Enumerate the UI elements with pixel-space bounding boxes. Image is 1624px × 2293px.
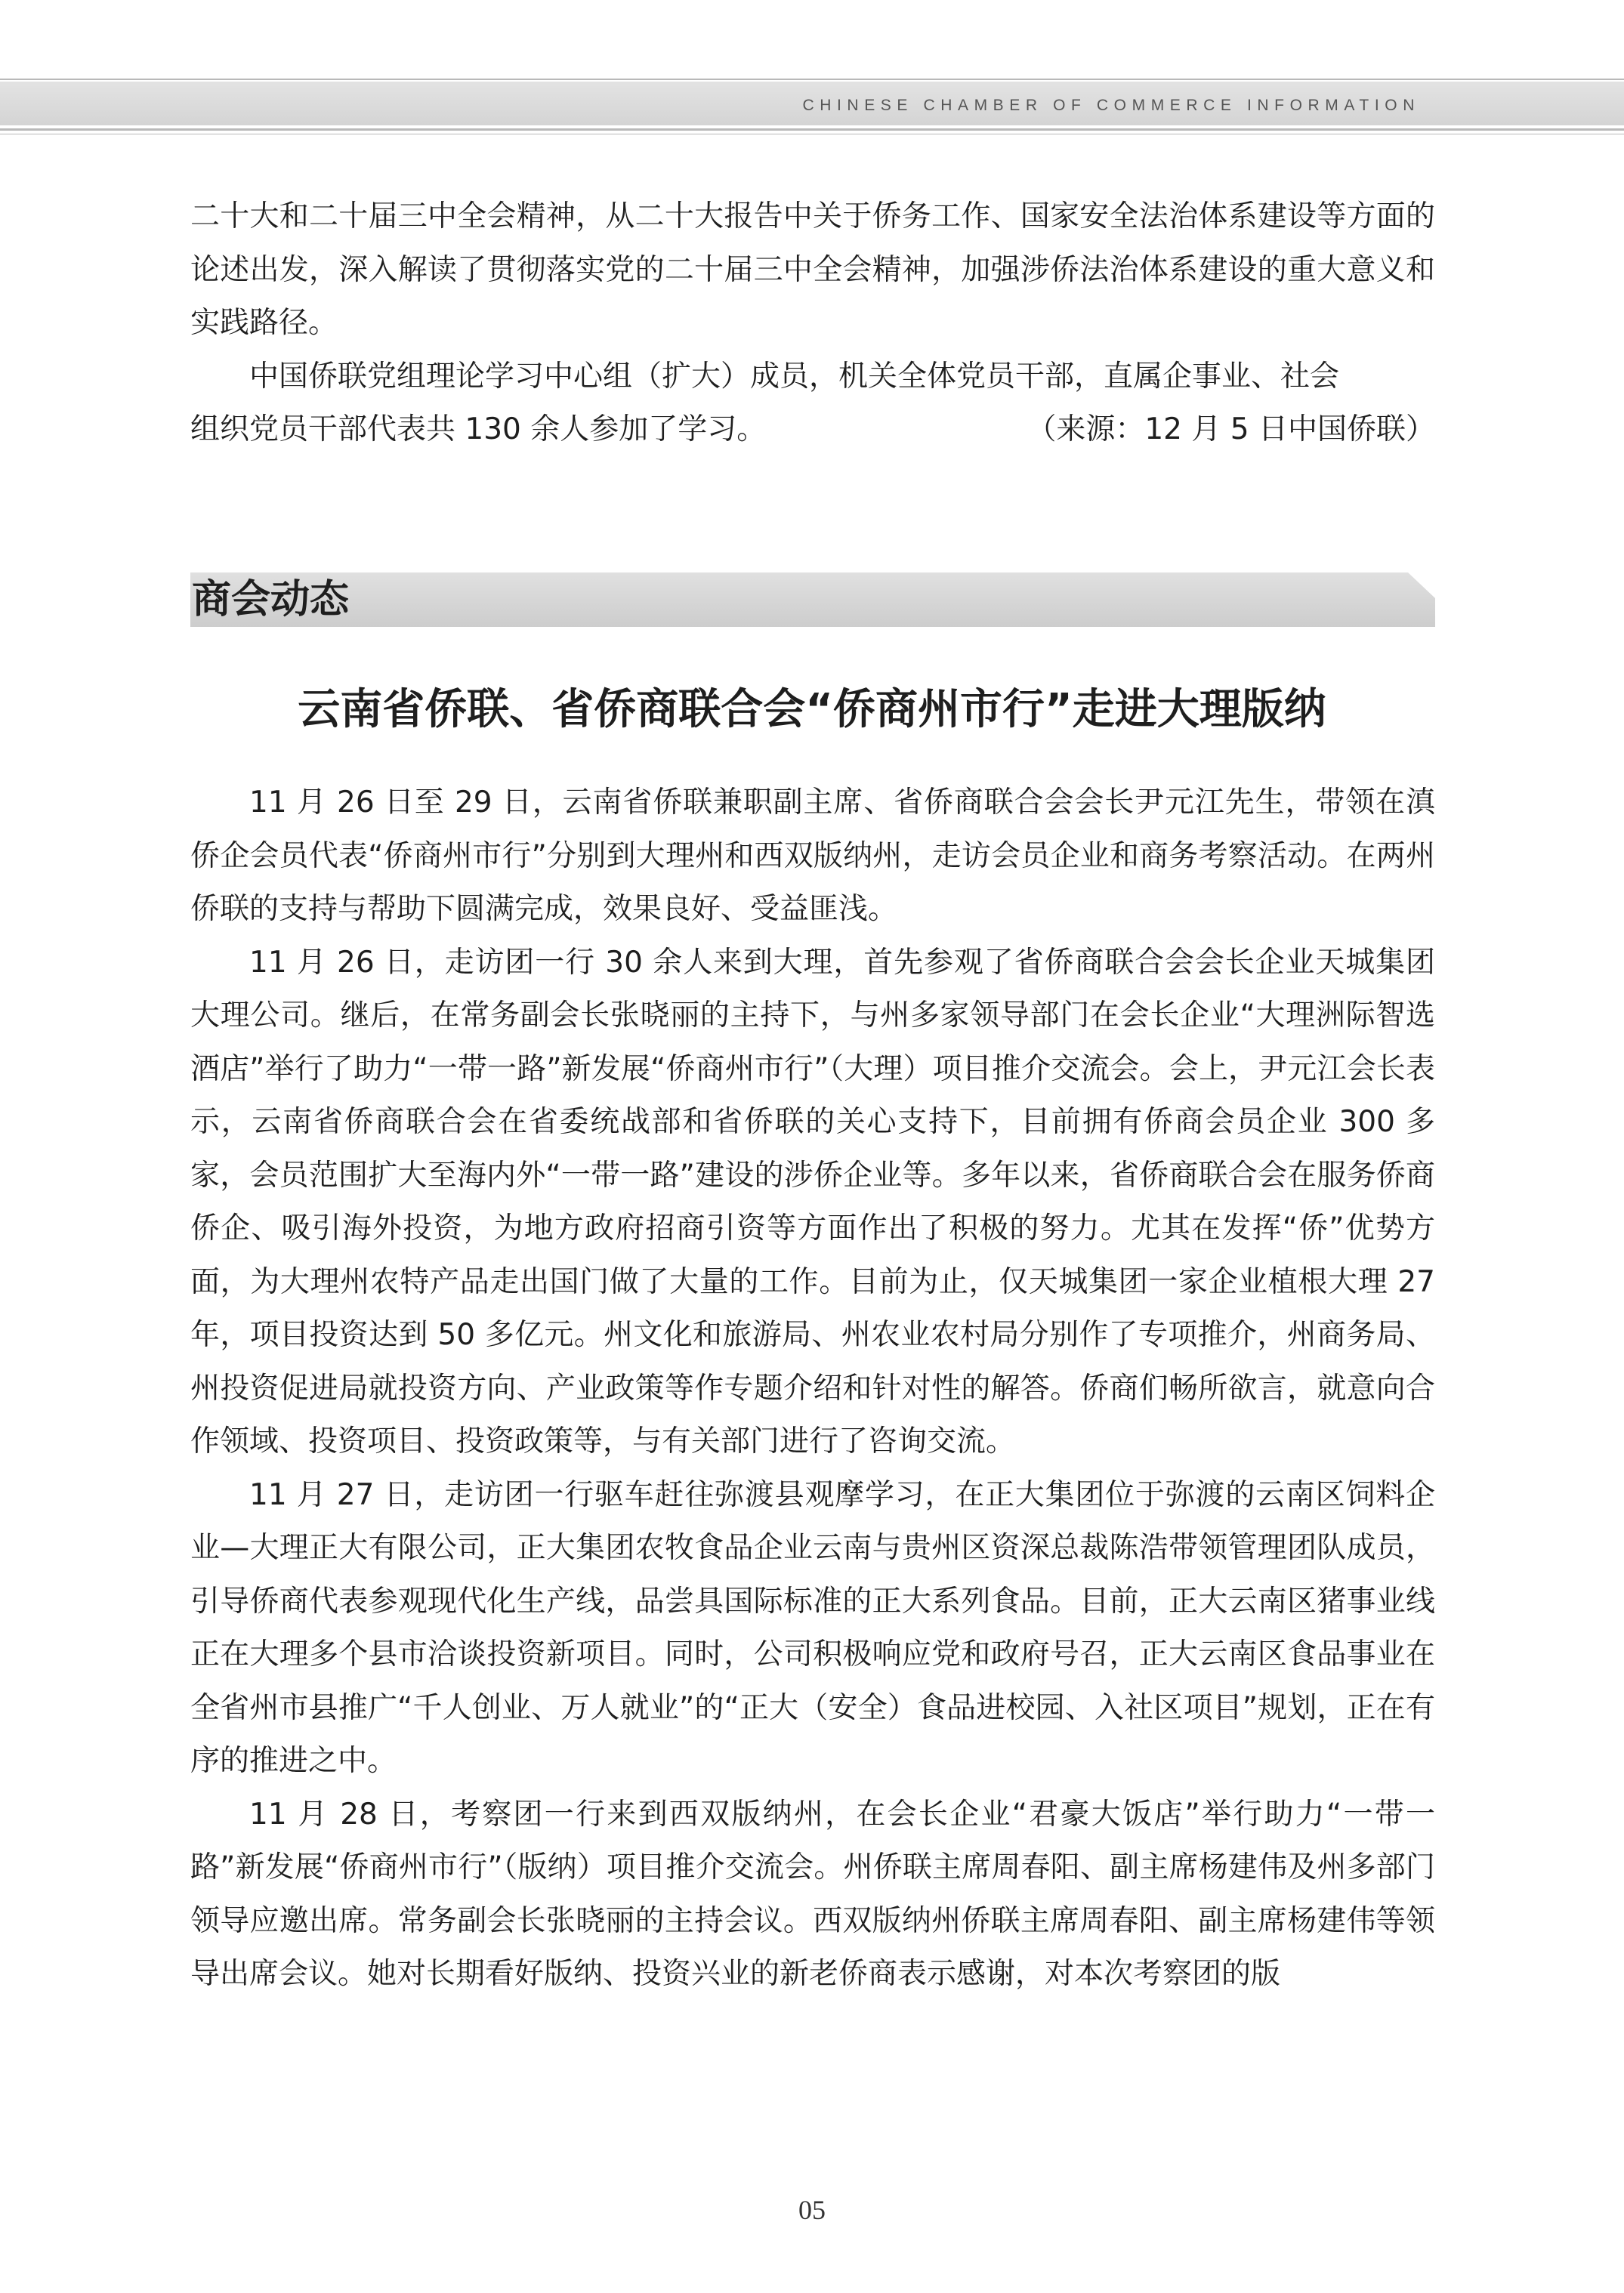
paragraph-text: 组织党员干部代表共 130 余人参加了学习。 [190,412,767,446]
paragraph: 11 月 27 日，走访团一行驱车赶往弥渡县观摩学习，在正大集团位于弥渡的云南区饲料企业—大理正大有限公司，正大集团农牧食品企业云南与贵州区资深总裁陈浩带领管理团队成员，引导侨商代表参观现代化生产线，品尝具国际标准的正大系列食品。目前，正大云南区猪事业线正在大理多个县市洽谈投资新项目。同时，公司积极响应党和政府号召，正大云南区食品事业在全省州市县推广“千人创业、万人就业”的“正大（安全）食品进校园、入社区项目”规划，正在有序的推进之中。 [190,1477,1435,1778]
section-title: 商会动态 [192,576,350,622]
paragraph-last-line [190,403,1435,457]
section-bar-background [190,572,1435,627]
previous-article-tail [190,190,1435,457]
paragraph: 11 月 28 日，考察团一行来到西双版纳州，在会长企业“君豪大饭店”举行助力“一带一路”新发展“侨商州市行”（版纳）项目推介交流会。州侨联主席周春阳、副主席杨建伟及州多部门领导应邀出席。常务副会长张晓丽的主持会议。西双版纳州侨联主席周春阳、副主席杨建伟等领导出席会议。她对长期看好版纳、投资兴业的新老侨商表示感谢，对本次考察团的版 [190,1797,1435,1991]
article-title: 云南省侨联、省侨商联合会“侨商州市行”走进大理版纳 [298,685,1326,734]
header-top-rule [0,79,1624,80]
header-bottom-rule [0,128,1624,131]
paragraph: 11 月 26 日，走访团一行 30 余人来到大理，首先参观了省侨商联合会会长企业天城集团大理公司。继后，在常务副会长张晓丽的主持下，与州多家领导部门在会长企业“大理洲际智选酒店”举行了助力“一带一路”新发展“侨商州市行”（大理）项目推介交流会。会上，尹元江会长表示，云南省侨商联合会在省委统战部和省侨联的关心支持下，目前拥有侨商会员企业 300 多家，会员范围扩大至海内外“一带一路”建设的涉侨企业等。多年以来，省侨商联合会在服务侨商侨企、吸引海外投资，为地方政府招商引资等方面作出了积极的努力。尤其在发挥“侨”优势方面，为大理州农特产品走出国门做了大量的工作。目前为止，仅天城集团一家企业植根大理 27 年，项目投资达到 50 多亿元。州文化和旅游局、州农业农村局分别作了专项推介，州商务局、州投资促进局就投资方向、产业政策等作专题介绍和针对性的解答。侨商们畅所欲言，就意向合作领域、投资项目、投资政策等，与有关部门进行了咨询交流。 [190,945,1435,1458]
paragraph: 11 月 26 日至 29 日，云南省侨联兼职副主席、省侨商联合会会长尹元江先生，带领在滇侨企会员代表“侨商州市行”分别到大理州和西双版纳州，走访会员企业和商务考察活动。在两州侨联的支持与帮助下圆满完成，效果良好、受益匪浅。 [190,785,1435,926]
paragraph: 二十大和二十届三中全会精神，从二十大报告中关于侨务工作、国家安全法治体系建设等方面的论述出发，深入解读了贯彻落实党的二十届三中全会精神，加强涉侨法治体系建设的重大意义和实践路径。 [190,199,1435,340]
article-body [190,776,1435,2001]
source-note: （来源：12 月 5 日中国侨联） [1027,412,1435,446]
section-header-bar [190,572,1435,627]
paragraph: 中国侨联党组理论学习中心组（扩大）成员，机关全体党员干部，直属企事业、社会 [249,359,1340,393]
page-number: 05 [798,2195,826,2225]
running-header-title: CHINESE CHAMBER OF COMMERCE INFORMATION [802,97,1420,114]
